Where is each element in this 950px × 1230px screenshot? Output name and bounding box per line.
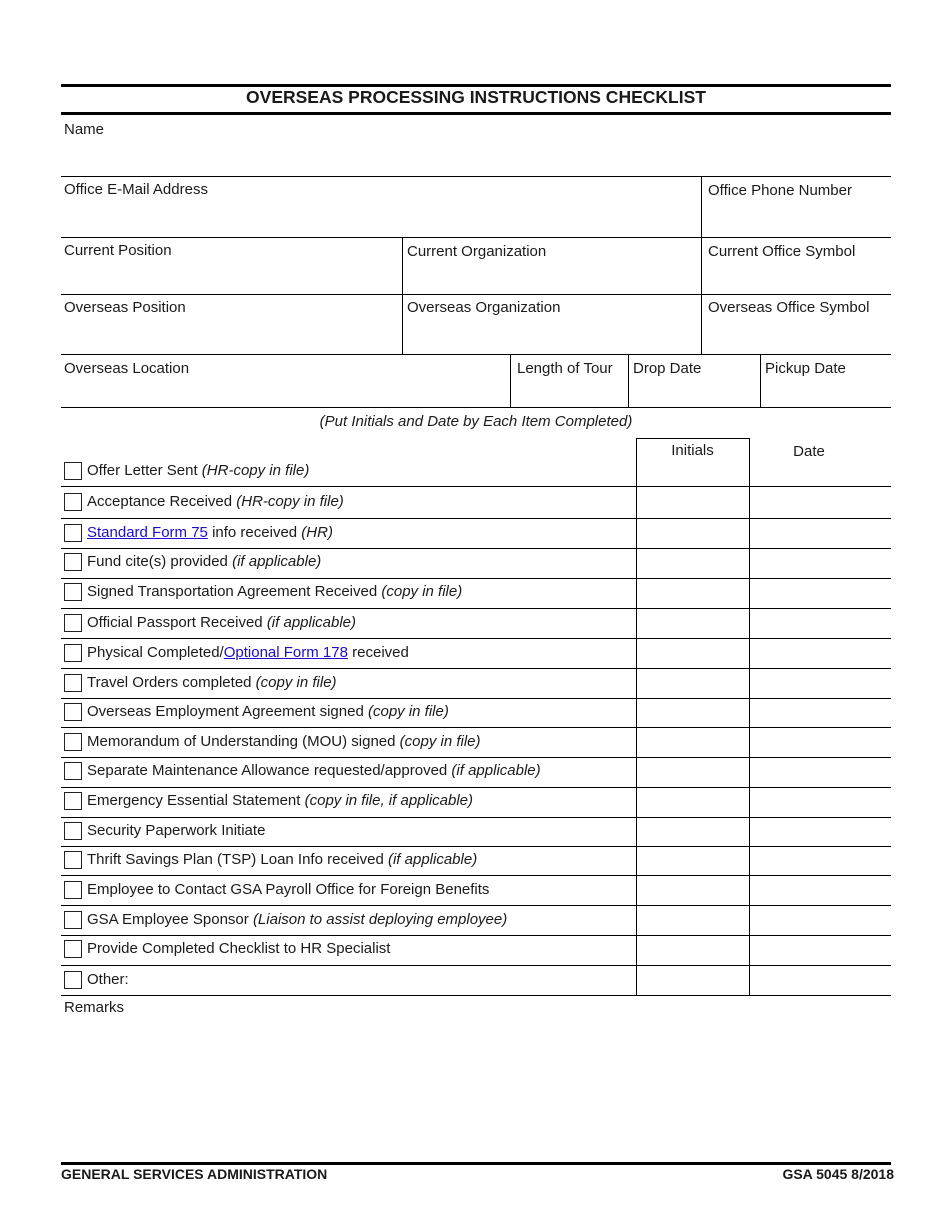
- item-text: Physical Completed/: [87, 644, 224, 661]
- remarks-field[interactable]: [61, 996, 891, 1156]
- form-title: OVERSEAS PROCESSING INSTRUCTIONS CHECKLIST: [246, 87, 706, 107]
- date-cell[interactable]: [750, 669, 891, 698]
- overseas-position-label: Overseas Position: [64, 299, 186, 316]
- date-cell[interactable]: [750, 639, 891, 668]
- item-note: (copy in file): [381, 583, 463, 600]
- checklist-item-label: [87, 614, 356, 631]
- initials-cell[interactable]: [637, 788, 749, 817]
- item-note: (HR-copy in file): [201, 462, 310, 479]
- checkbox-gsa-employee-sponsor[interactable]: [64, 911, 82, 929]
- checkbox-physical-completed-optional-form-178-rec[interactable]: [64, 644, 82, 662]
- item-text: Overseas Employment Agreement signed: [87, 703, 368, 720]
- checklist-item-label: [87, 462, 309, 479]
- column-divider: [510, 355, 511, 407]
- date-cell[interactable]: [750, 487, 891, 518]
- office-phone-label: Office Phone Number: [708, 182, 852, 199]
- initials-cell[interactable]: [637, 758, 749, 787]
- overseas-office-symbol-label: Overseas Office Symbol: [708, 299, 870, 316]
- pickup-date-field[interactable]: [761, 355, 891, 407]
- item-note: (copy in file): [399, 733, 481, 750]
- initials-header-rule: [636, 438, 749, 439]
- item-note: (Liaison to assist deploying employee): [252, 911, 508, 928]
- current-organization-label: Current Organization: [407, 243, 547, 260]
- form-link[interactable]: Standard Form 75: [87, 524, 208, 541]
- date-cell[interactable]: [750, 519, 891, 548]
- item-note: (if applicable): [232, 553, 322, 570]
- item-text: Official Passport Received: [87, 614, 267, 631]
- initials-cell[interactable]: [637, 936, 749, 965]
- checklist-item-label: [87, 703, 449, 720]
- checkbox-provide-completed-checklist-to-hr-specia[interactable]: [64, 940, 82, 958]
- item-text: info received: [207, 524, 302, 541]
- initials-cell[interactable]: [637, 818, 749, 846]
- checkbox-overseas-employment-agreement-signed[interactable]: [64, 703, 82, 721]
- checklist-item-label: [87, 583, 462, 600]
- item-text: Memorandum of Understanding (MOU) signed: [87, 733, 400, 750]
- footer-rule: [61, 1162, 891, 1165]
- item-text: received: [347, 644, 409, 661]
- length-of-tour-label: Length of Tour: [517, 360, 613, 377]
- initials-cell[interactable]: [637, 519, 749, 548]
- instructions-text: (Put Initials and Date by Each Item Completed): [319, 413, 633, 430]
- overseas-office-symbol-field[interactable]: [702, 295, 891, 354]
- overseas-position-field[interactable]: [61, 295, 402, 354]
- current-office-symbol-field[interactable]: [702, 238, 891, 294]
- date-cell[interactable]: [750, 818, 891, 846]
- item-text: Other:: [87, 971, 129, 988]
- date-cell[interactable]: [750, 876, 891, 905]
- item-text: GSA Employee Sponsor: [87, 911, 253, 928]
- item-text: Signed Transportation Agreement Received: [87, 583, 382, 600]
- checkbox-emergency-essential-statement[interactable]: [64, 792, 82, 810]
- checklist-item-label: [87, 644, 409, 661]
- item-text: Emergency Essential Statement: [87, 792, 305, 809]
- checkbox-signed-transportation-agreement-received[interactable]: [64, 583, 82, 601]
- initials-cell[interactable]: [637, 487, 749, 518]
- item-text: Employee to Contact GSA Payroll Office for Foreign Benefits: [87, 881, 490, 898]
- column-divider: [628, 355, 629, 407]
- overseas-location-label: Overseas Location: [64, 360, 190, 377]
- checklist-item-label: [87, 674, 337, 691]
- initials-cell[interactable]: [637, 847, 749, 875]
- checkbox-separate-maintenance-allowance-requested[interactable]: [64, 762, 82, 780]
- office-email-label: Office E-Mail Address: [64, 181, 208, 198]
- checklist-item-label: [87, 792, 473, 809]
- checklist-item-label: [87, 553, 321, 570]
- checkbox-other[interactable]: [64, 971, 82, 989]
- checkbox-security-paperwork-initiate[interactable]: [64, 822, 82, 840]
- item-text: Offer Letter Sent: [87, 462, 202, 479]
- current-office-symbol-label: Current Office Symbol: [708, 243, 856, 260]
- initials-cell[interactable]: [637, 549, 749, 578]
- item-note: (if applicable): [266, 614, 357, 631]
- initials-cell[interactable]: [637, 579, 749, 608]
- date-cell[interactable]: [750, 788, 891, 817]
- footer-form-number: GSA 5045 8/2018: [782, 1166, 894, 1182]
- date-cell[interactable]: [750, 579, 891, 608]
- footer-agency: GENERAL SERVICES ADMINISTRATION: [61, 1166, 328, 1182]
- overseas-location-field[interactable]: [61, 355, 510, 407]
- initials-cell[interactable]: [637, 440, 749, 486]
- current-position-label: Current Position: [64, 242, 172, 259]
- checkbox-offer-letter-sent[interactable]: [64, 462, 82, 480]
- item-text: Provide Completed Checklist to HR Specialist: [87, 940, 391, 957]
- drop-date-label: Drop Date: [633, 360, 702, 377]
- initials-cell[interactable]: [637, 728, 749, 757]
- checkbox-info-received-standard-form-75[interactable]: [64, 524, 82, 542]
- name-field[interactable]: [61, 115, 891, 176]
- item-text: Travel Orders completed: [87, 674, 256, 691]
- date-cell[interactable]: [750, 549, 891, 578]
- checkbox-fund-cite-s-provided[interactable]: [64, 553, 82, 571]
- initials-cell[interactable]: [637, 639, 749, 668]
- initials-cell[interactable]: [637, 669, 749, 698]
- date-cell[interactable]: [750, 609, 891, 638]
- checkbox-acceptance-received[interactable]: [64, 493, 82, 511]
- checklist-item-label: [87, 493, 344, 510]
- office-phone-field[interactable]: [702, 177, 891, 237]
- checkbox-official-passport-received[interactable]: [64, 614, 82, 632]
- date-cell[interactable]: [750, 847, 891, 875]
- drop-date-field[interactable]: [629, 355, 760, 407]
- form-link[interactable]: Optional Form 178: [223, 644, 348, 661]
- date-cell[interactable]: [750, 936, 891, 965]
- item-text: Acceptance Received: [87, 493, 237, 510]
- item-text: Fund cite(s) provided: [87, 553, 233, 570]
- date-cell[interactable]: [750, 906, 891, 935]
- initials-cell[interactable]: [637, 966, 749, 995]
- item-note: (copy in file, if applicable): [304, 792, 474, 809]
- office-email-field[interactable]: [61, 177, 702, 237]
- initials-cell[interactable]: [637, 609, 749, 638]
- item-note: (if applicable): [387, 851, 478, 868]
- date-header: Date: [793, 443, 825, 460]
- length-of-tour-field[interactable]: [511, 355, 628, 407]
- initials-cell[interactable]: [637, 876, 749, 905]
- pickup-date-label: Pickup Date: [765, 360, 846, 377]
- checklist-item-label: [87, 971, 129, 988]
- checkbox-memorandum-of-understanding-mou-signed[interactable]: [64, 733, 82, 751]
- current-position-field[interactable]: [61, 238, 402, 294]
- checklist-item-label: [87, 851, 477, 868]
- checkbox-thrift-savings-plan-tsp-loan-info-receiv[interactable]: [64, 851, 82, 869]
- item-note: (copy in file): [255, 674, 337, 691]
- checklist-item-label: [87, 733, 481, 750]
- checklist-item-label: [87, 881, 489, 898]
- checkbox-employee-to-contact-gsa-payroll-office-f[interactable]: [64, 881, 82, 899]
- row-rule: [61, 407, 891, 408]
- checklist-item-label: [87, 762, 541, 779]
- item-text: Thrift Savings Plan (TSP) Loan Info received: [87, 851, 388, 868]
- overseas-organization-label: Overseas Organization: [407, 299, 561, 316]
- initials-header: Initials: [671, 442, 714, 459]
- checklist-item-label: [87, 911, 507, 928]
- remarks-label: Remarks: [64, 999, 125, 1016]
- date-cell[interactable]: [750, 758, 891, 787]
- date-cell[interactable]: [750, 728, 891, 757]
- checkbox-travel-orders-completed[interactable]: [64, 674, 82, 692]
- item-note: (copy in file): [367, 703, 449, 720]
- date-cell[interactable]: [750, 699, 891, 727]
- overseas-organization-field[interactable]: [403, 295, 701, 354]
- item-note: (HR-copy in file): [236, 493, 344, 510]
- column-divider: [760, 355, 761, 407]
- date-cell[interactable]: [750, 966, 891, 995]
- initials-cell[interactable]: [637, 699, 749, 727]
- initials-cell[interactable]: [637, 906, 749, 935]
- date-cell[interactable]: [750, 440, 891, 486]
- checklist-item-label: [87, 822, 265, 839]
- item-text: Security Paperwork Initiate: [87, 822, 266, 839]
- checklist-item-label: [87, 940, 390, 957]
- checklist-item-label: [87, 524, 333, 541]
- name-label: Name: [64, 121, 105, 138]
- item-note: (if applicable): [451, 762, 541, 779]
- current-organization-field[interactable]: [403, 238, 701, 294]
- item-text: Separate Maintenance Allowance requested/approved: [87, 762, 452, 779]
- item-note: (HR): [301, 524, 333, 541]
